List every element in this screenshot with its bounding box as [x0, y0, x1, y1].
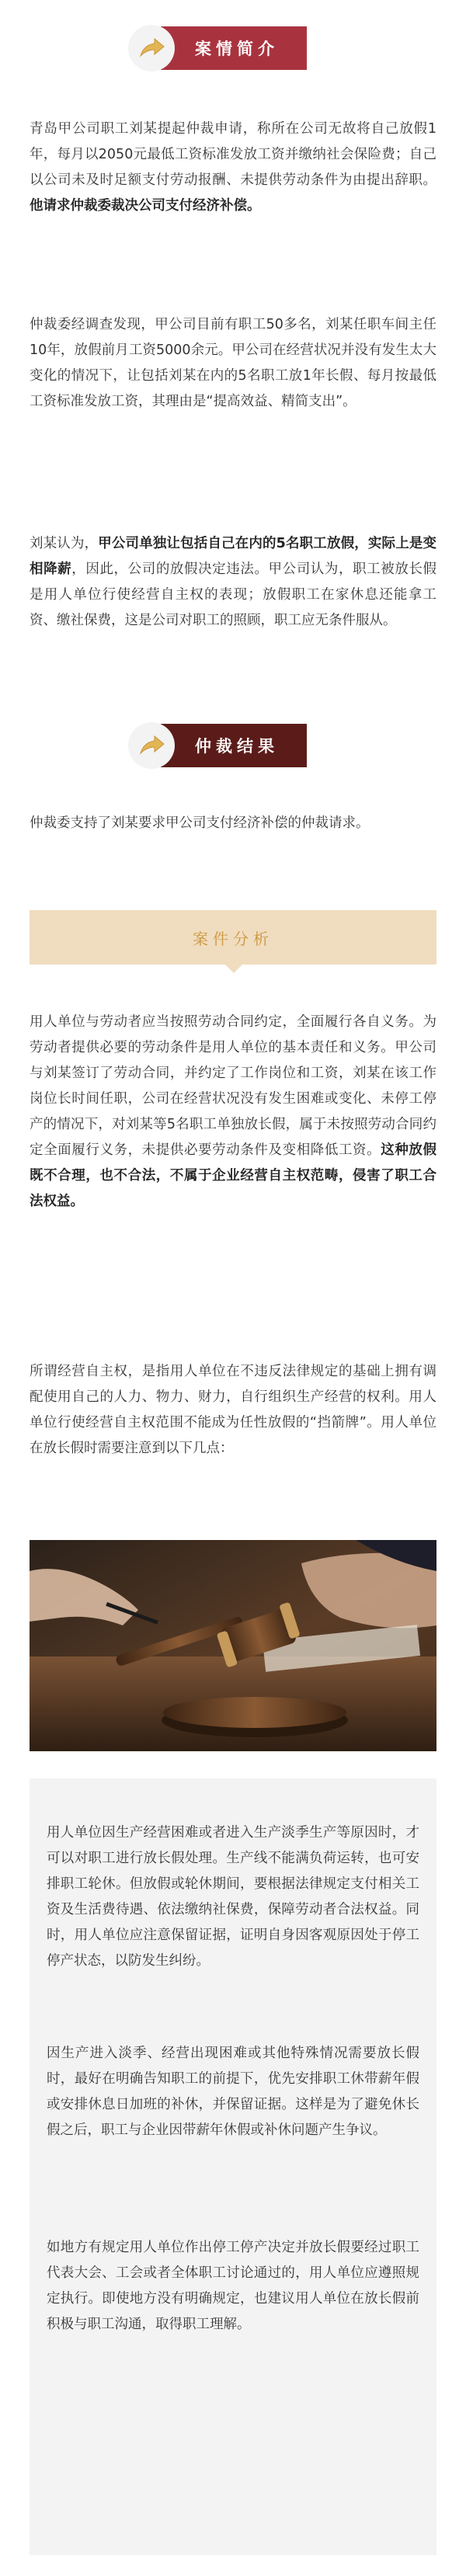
case-summary-paragraph-3: 刘某认为，甲公司单独让包括自己在内的5名职工放假，实际上是变相降薪，因此，公司的放假决定违法。甲公司认为，职工被放长假是用人单位行使经营自主权的表现；放假职工在家休息还能拿工资、缴社保费，这是公司对职工的照顾，职工应无条件服从。	[30, 536, 437, 628]
case-analysis-pointer	[225, 965, 242, 973]
gavel-photo	[30, 1540, 436, 1751]
arbitration-result-title: 仲裁结果	[161, 724, 307, 767]
note-paragraph-1: 用人单位因生产经营困难或者进入生产淡季生产等原因时，才可以对职工进行放长假处理。生产线不能满负荷运转，也可安排职工轮休。但放假或轮休期间，要根据法律规定支付相关工资及生活费待遇、依法缴纳社保费，保障劳动者合法权益。同时，用人单位应注意保留证据，证明自身因客观原因处于停工停产状态，以防发生纠纷。	[47, 1825, 419, 1969]
arbitration-result-paragraph: 仲裁委支持了刘某要求甲公司支付经济补偿的仲裁请求。	[30, 815, 370, 831]
upload-arrow-icon	[128, 722, 175, 769]
note-paragraph-2: 因生产进入淡季、经营出现困难或其他特殊情况需要放长假时，最好在明确告知职工的前提下，优先安排职工休带薪年假或安排休息日加班的补休，并保留证据。这样是为了避免休长假之后，职工与企业因带薪年休假或补休问题产生争议。	[47, 2046, 419, 2138]
case-summary-paragraph-2: 仲裁委经调查发现，甲公司目前有职工50多名，刘某任职车间主任10年，放假前月工资5000余元。甲公司在经营状况并没有发生太大变化的情况下，让包括刘某在内的5名职工放1年长假、每月按最低工资标准发放工资，其理由是“提高效益、精简支出”。	[30, 317, 436, 409]
case-analysis-banner	[30, 910, 436, 965]
case-analysis-title: 案件分析	[193, 929, 273, 948]
analysis-paragraph-1: 用人单位与劳动者应当按照劳动合同约定，全面履行各自义务。为劳动者提供必要的劳动条件是用人单位的基本责任和义务。甲公司与刘某签订了劳动合同，并约定了工作岗位和工资，刘某在该工作岗位长时间任职，公司在经营状况没有发生困难或变化、未停工停产的情况下，对刘某等5名职工单独放长假，属于未按照劳动合同约定全面履行义务，未提供必要劳动条件及变相降低工资。这种放假既不合理，也不合法，不属于企业经营自主权范畴，侵害了职工合法权益。	[30, 1014, 437, 1209]
upload-arrow-icon	[128, 25, 175, 71]
arbitration-result-badge	[128, 722, 307, 769]
analysis-paragraph-2: 所谓经营自主权，是指用人单位在不违反法律规定的基础上拥有调配使用自己的人力、物力、财力，自行组织生产经营的权利。用人单位行使经营自主权范围不能成为任性放假的“挡箭牌”。用人单位在放长假时需要注意到以下几点：	[30, 1364, 436, 1456]
case-summary-paragraph-1: 青岛甲公司职工刘某提起仲裁申请，称所在公司无故将自己放假1年，每月以2050元最低工资标准发放工资并缴纳社会保险费；自己以公司未及时足额支付劳动报酬、未提供劳动条件为由提出辞职。他请求仲裁委裁决公司支付经济补偿。	[30, 121, 436, 214]
case-summary-badge	[128, 25, 307, 71]
case-summary-title: 案情简介	[161, 26, 307, 70]
note-paragraph-3: 如地方有规定用人单位作出停工停产决定并放长假要经过职工代表大会、工会或者全体职工讨论通过的，用人单位应遵照规定执行。即使地方没有明确规定，也建议用人单位在放长假前积极与职工沟通，取得职工理解。	[47, 2240, 419, 2332]
